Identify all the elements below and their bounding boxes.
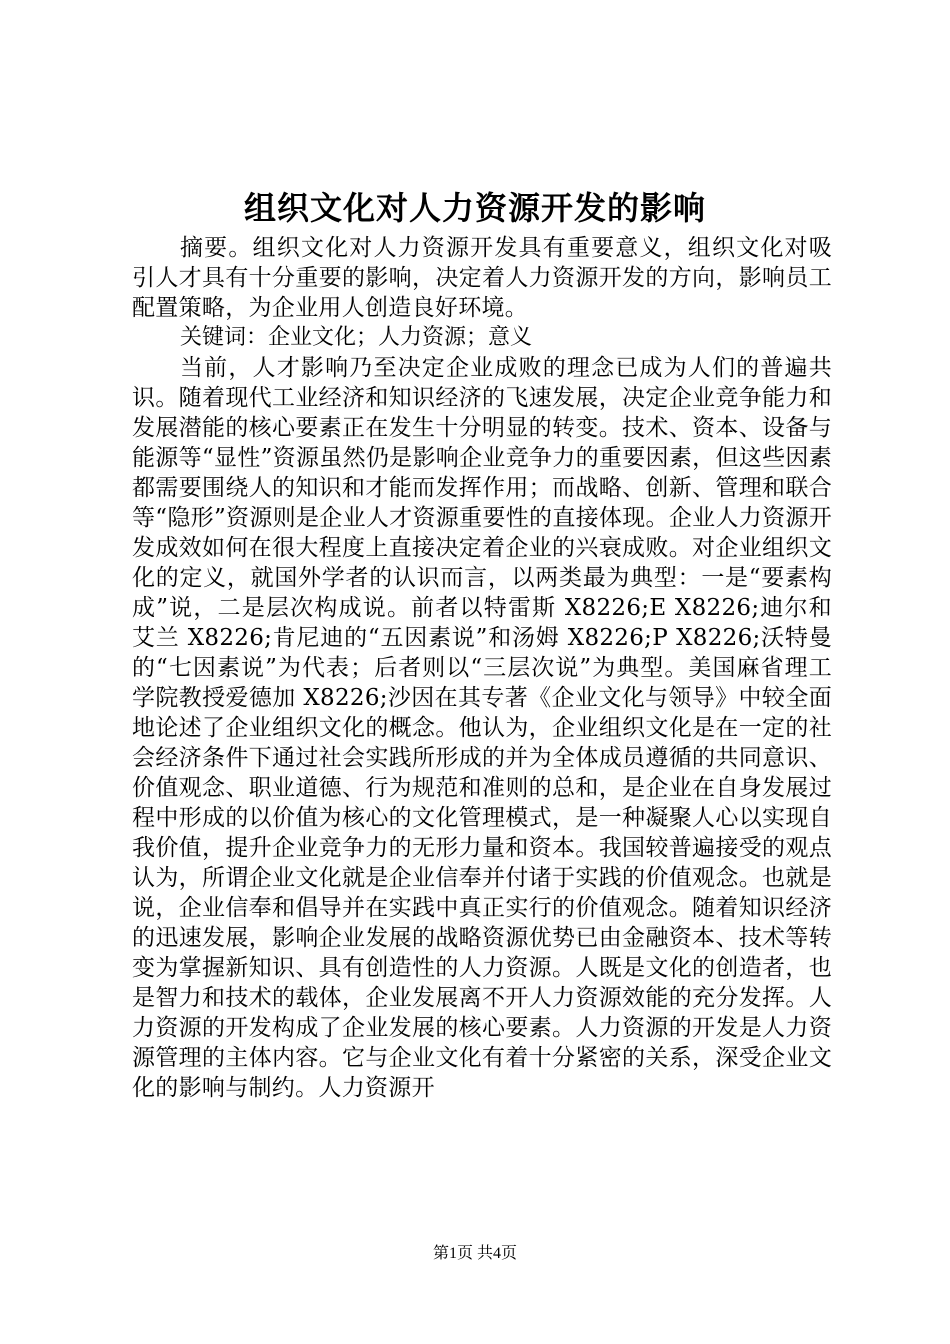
document-title: 组织文化对人力资源开发的影响 xyxy=(243,189,706,227)
abstract-paragraph: 摘要。组织文化对人力资源开发具有重要意义，组织文化对吸引人才具有十分重要的影响，决定着人力资源开发的方向，影响员工配置策略，为企业用人创造良好环境。 xyxy=(132,235,832,321)
document-body xyxy=(132,233,832,1103)
page-footer: 第1页 共4页 xyxy=(432,1245,517,1262)
keywords-line: 关键词：企业文化；人力资源；意义 xyxy=(180,325,533,350)
main-paragraph: 当前，人才影响乃至决定企业成败的理念已成为人们的普遍共识。随着现代工业经济和知识经济的飞速发展，决定企业竞争能力和发展潜能的核心要素正在发生十分明显的转变。技术、资本、设备与能源等“显性”资源虽然仍是影响企业竞争力的重要因素，但这些因素都需要围绕人的知识和才能而发挥作用；而战略、创新、管理和联合等“隐形”资源则是企业人才资源重要性的直接体现。企业人力资源开发成效如何在很大程度上直接决定着企业的兴衰成败。对企业组织文化的定义，就国外学者的认识而言，以两类最为典型：一是“要素构成”说，二是层次构成说。前者以特雷斯 X8226;E X8226;迪尔和艾兰 X8226;肯尼迪的“五因素说”和汤姆 X8226;P X8226;沃特曼的“七因素说”为代表；后者则以“三层次说”为典型。美国麻省理工学院教授爱德加 X8226;沙因在其专著《企业文化与领导》中较全面地论述了企业组织文化的概念。他认为，企业组织文化是在一定的社会经济条件下通过社会实践所形成的并为全体成员遵循的共同意识、价值观念、职业道德、行为规范和准则的总和，是企业在自身发展过程中形成的以价值为核心的文化管理模式，是一种凝聚人心以实现自我价值，提升企业竞争力的无形力量和资本。我国较普遍接受的观点认为，所谓企业文化就是企业信奉并付诸于实践的价值观念。也就是说，企业信奉和倡导并在实践中真正实行的价值观念。随着知识经济的迅速发展，影响企业发展的战略资源优势已由金融资本、技术等转变为掌握新知识、具有创造性的人力资源。人既是文化的创造者，也是智力和技术的载体，企业发展离不开人力资源效能的充分发挥。人力资源的开发构成了企业发展的核心要素。人力资源的开发是人力资源管理的主体内容。它与企业文化有着十分紧密的关系，深受企业文化的影响与制约。人力资源开 xyxy=(132,355,832,1101)
